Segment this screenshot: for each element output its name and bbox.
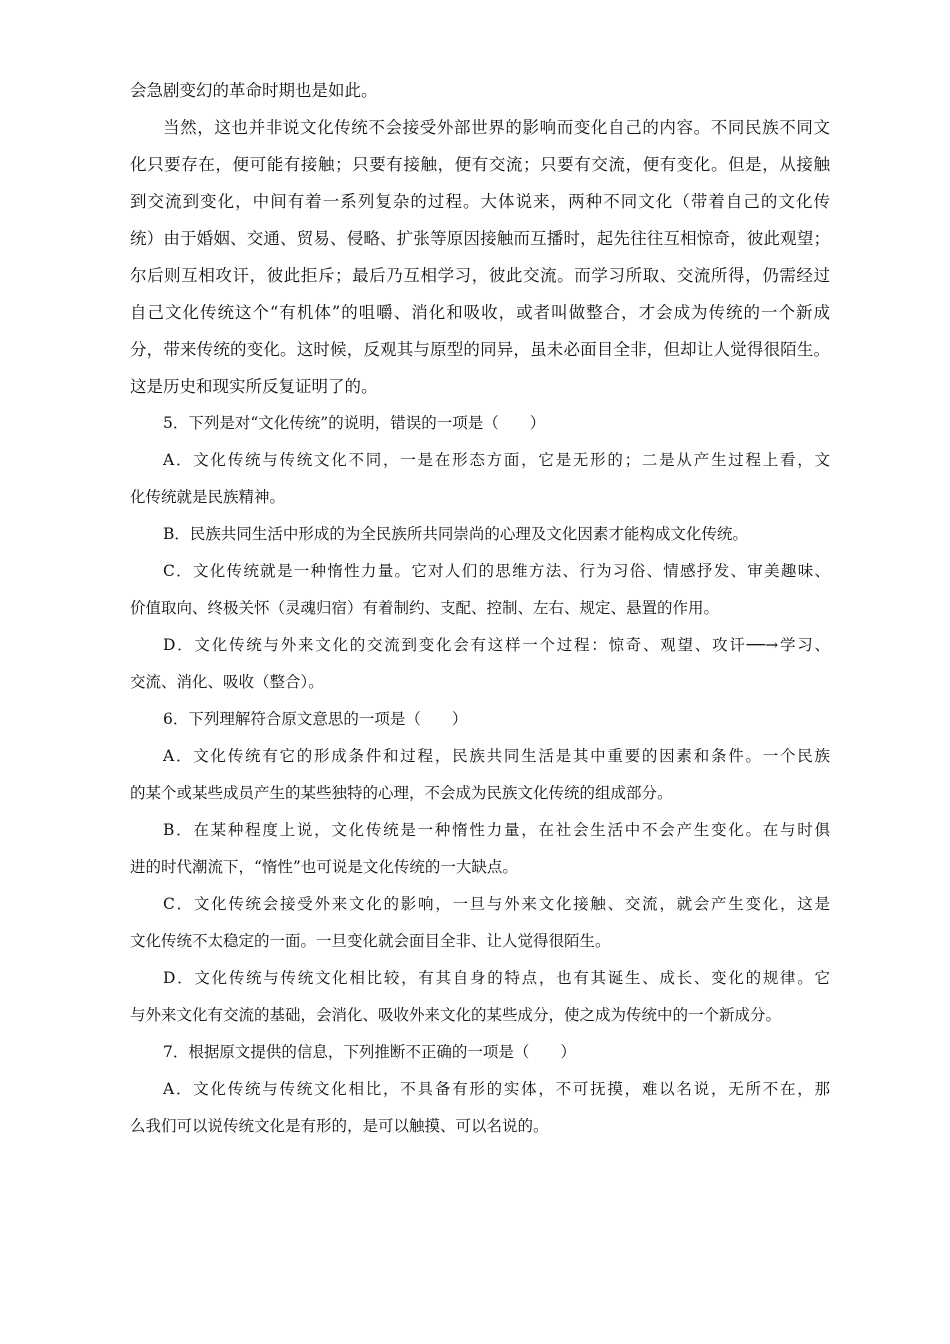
question-7-stem: 7．根据原文提供的信息，下列推断不正确的一项是（ ） [163,1043,576,1061]
question-6-option-a: A．文化传统有它的形成条件和过程，民族共同生活是其中重要的因素和条件。一个民族 [163,747,830,765]
question-6-stem: 6．下列理解符合原文意思的一项是（ ） [163,710,468,728]
passage-line: 这是历史和现实所反复证明了的。 [130,377,378,396]
passage-line: 尔后则互相攻讦，彼此拒斥；最后乃互相学习，彼此交流。而学习所取、交流所得，仍需经过 [130,266,830,285]
question-5-option-d: D．文化传统与外来文化的交流到变化会有这样一个过程：惊奇、观望、攻讦──→学习、 [163,636,830,654]
question-6-option-c-cont: 文化传统不太稳定的一面。一旦变化就会面目全非、让人觉得很陌生。 [130,932,611,950]
question-7-option-a-cont: 么我们可以说传统文化是有形的，是可以触摸、可以名说的。 [130,1117,549,1135]
passage-line: 自己文化传统这个“有机体”的咀嚼、消化和吸收，或者叫做整合，才会成为传统的一个新成 [130,303,830,322]
question-5-option-c: C．文化传统就是一种惰性力量。它对人们的思维方法、行为习俗、情感抒发、审美趣味、 [163,562,830,580]
question-6-option-a-cont: 的某个或某些成员产生的某些独特的心理，不会成为民族文化传统的组成部分。 [130,784,673,802]
question-6-option-d: D．文化传统与传统文化相比较，有其自身的特点，也有其诞生、成长、变化的规律。它 [163,969,830,987]
question-6-option-b: B．在某种程度上说，文化传统是一种惰性力量，在社会生活中不会产生变化。在与时俱 [163,821,830,839]
question-5-option-b: B．民族共同生活中形成的为全民族所共同崇尚的心理及文化因素才能构成文化传统。 [163,525,748,543]
passage-line: 到交流到变化，中间有着一系列复杂的过程。大体说来，两种不同文化（带着自己的文化传 [130,192,830,211]
passage-line: 当然，这也并非说文化传统不会接受外部世界的影响而变化自己的内容。不同民族不同文 [163,118,830,137]
question-5-option-a-cont: 化传统就是民族精神。 [130,488,286,506]
passage-line: 分，带来传统的变化。这时候，反观其与原型的同异，虽未必面目全非，但却让人觉得很陌生。 [130,340,830,359]
question-6-option-d-cont: 与外来文化有交流的基础，会消化、吸收外来文化的某些成分，使之成为传统中的一个新成分。 [130,1006,782,1024]
question-5-option-c-cont: 价值取向、终极关怀（灵魂归宿）有着制约、支配、控制、左右、规定、悬置的作用。 [130,599,720,617]
question-6-option-b-cont: 进的时代潮流下，“惰性”也可说是文化传统的一大缺点。 [130,858,518,876]
question-6-option-c: C．文化传统会接受外来文化的影响，一旦与外来文化接触、交流，就会产生变化，这是 [163,895,830,913]
document-page [130,72,830,1145]
question-7-option-a: A．文化传统与传统文化相比，不具备有形的实体，不可抚摸，难以名说，无所不在，那 [163,1080,830,1098]
passage-line: 会急剧变幻的革命时期也是如此。 [130,81,378,100]
passage-line: 化只要存在，便可能有接触；只要有接触，便有交流；只要有交流，便有变化。但是，从接触 [130,155,830,174]
question-5-option-d-cont: 交流、消化、吸收（整合）。 [130,673,324,691]
question-5-option-a: A．文化传统与传统文化不同，一是在形态方面，它是无形的；二是从产生过程上看，文 [163,451,830,469]
passage-line: 统）由于婚姻、交通、贸易、侵略、扩张等原因接触而互播时，起先往往互相惊奇，彼此观望； [130,229,830,248]
question-5-stem: 5．下列是对“文化传统”的说明，错误的一项是（ ） [163,414,546,432]
